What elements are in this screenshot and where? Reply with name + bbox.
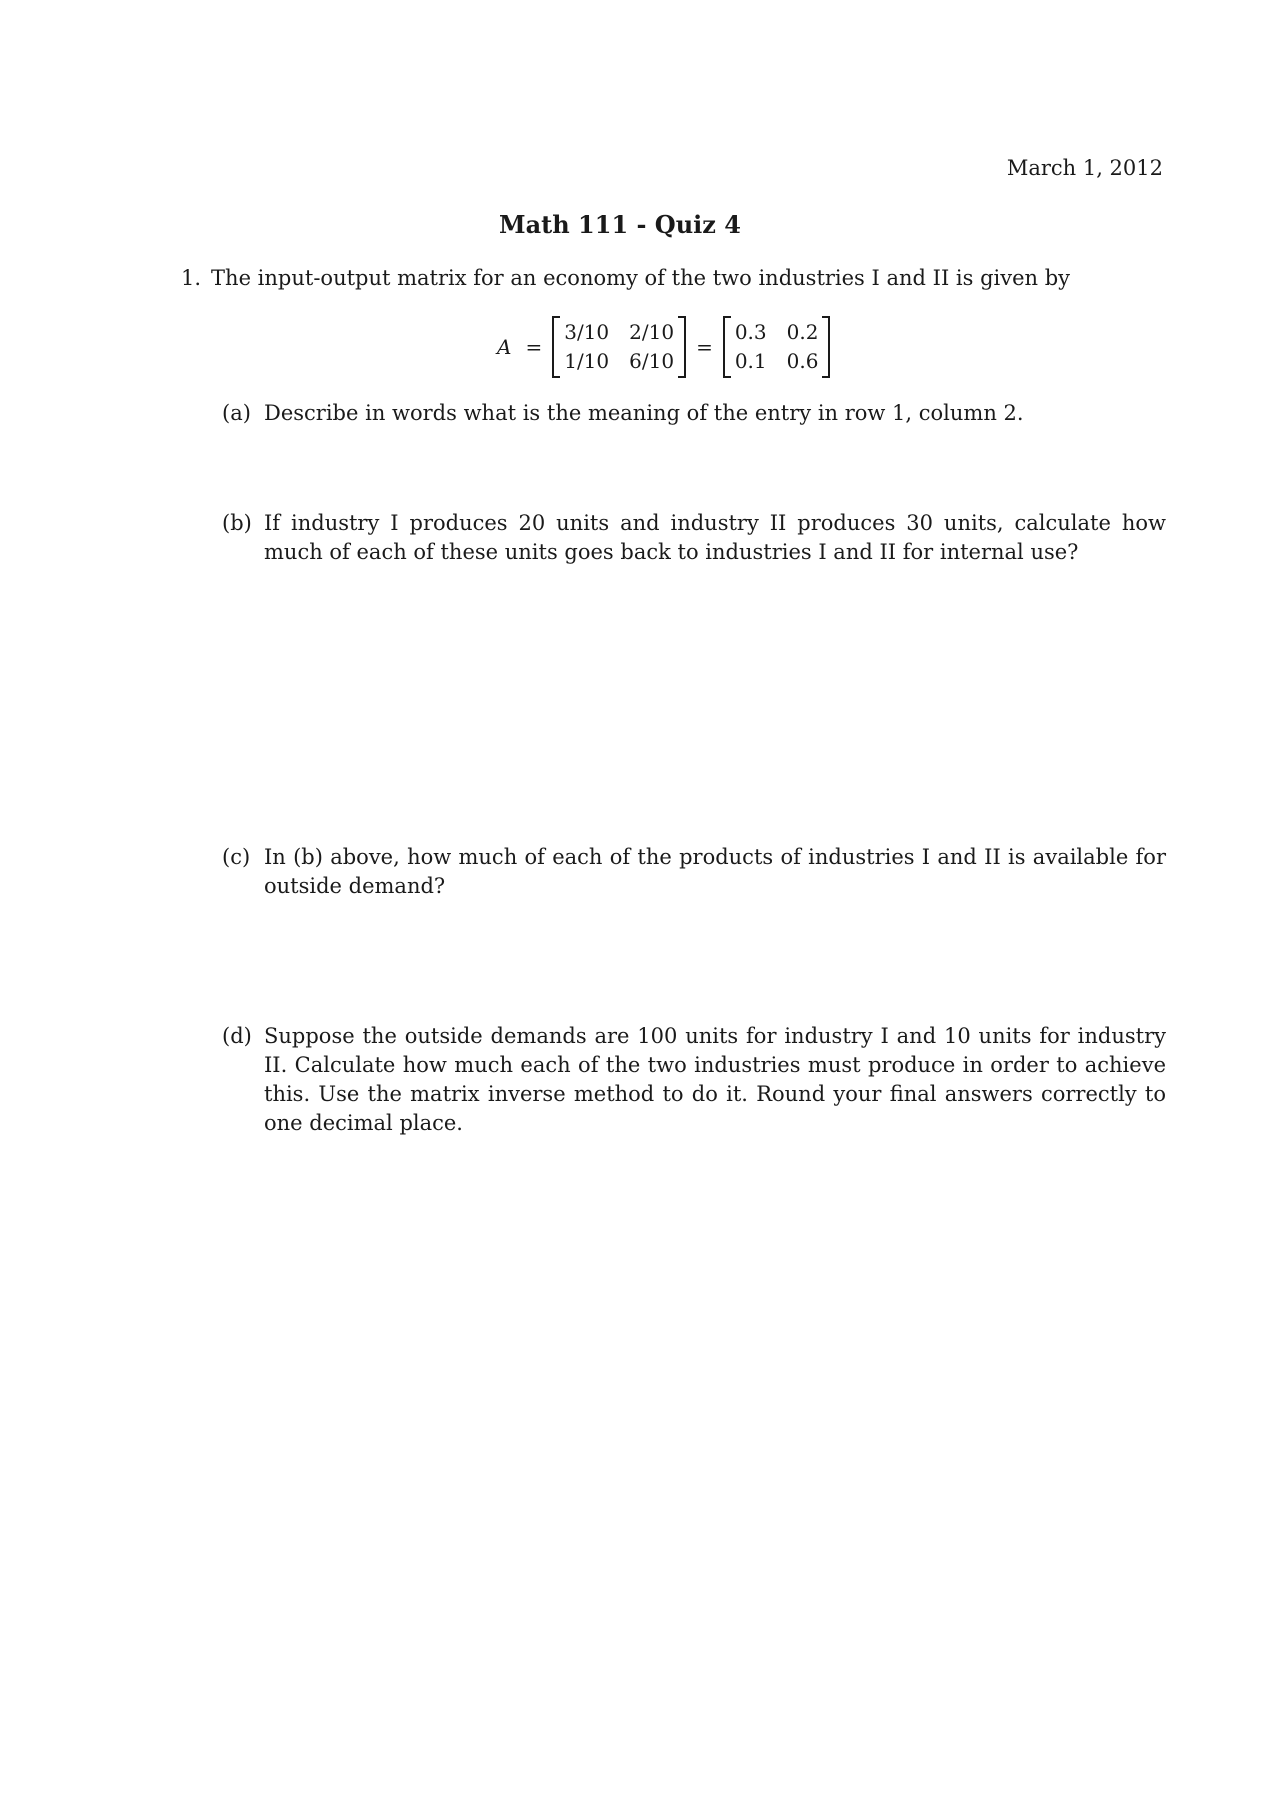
- equals-sign: =: [525, 335, 543, 359]
- matrix-entry: 2/10: [629, 320, 675, 344]
- part-label: (a): [222, 401, 251, 425]
- matrix-entry: 3/10: [564, 320, 610, 344]
- matrix-entry: 0.2: [786, 320, 819, 344]
- matrix-equation: [497, 316, 832, 378]
- matrix-entry: 0.6: [786, 349, 819, 373]
- part-text: Describe in words what is the meaning of the entry in row 1, column 2.: [264, 401, 1024, 425]
- page-title: Math 111 - Quiz 4: [499, 210, 741, 239]
- part-label: (c): [222, 845, 251, 869]
- question-part-c: [222, 843, 1166, 901]
- equals-sign: =: [696, 335, 713, 359]
- question-part-d: [222, 1022, 1166, 1138]
- matrix-entry: 0.3: [734, 320, 767, 344]
- part-label: (b): [222, 511, 252, 535]
- question-1-intro: [181, 266, 1070, 290]
- decimal-matrix: [721, 316, 833, 378]
- matrix-entry: 1/10: [564, 349, 610, 373]
- part-text: Suppose the outside demands are 100 units for industry I and 10 units for industry II. Calculate how much each of the two industries must produce in order to achieve this. Use the matrix inverse method to do it. Round your final answers correctly to one decimal place.: [264, 1024, 1166, 1135]
- matrix-entry: 0.1: [734, 349, 767, 373]
- fraction-matrix: [550, 316, 688, 378]
- part-text: In (b) above, how much of each of the products of industries I and II is available for outside demand?: [264, 845, 1166, 898]
- matrix-variable: A: [497, 335, 512, 359]
- question-part-b: [222, 509, 1166, 567]
- question-number: 1.: [181, 266, 202, 290]
- part-label: (d): [222, 1024, 252, 1048]
- question-intro-text: The input-output matrix for an economy of the two industries I and II is given by: [211, 266, 1071, 290]
- matrix-entry: 6/10: [629, 349, 675, 373]
- quiz-date: March 1, 2012: [1006, 156, 1163, 180]
- part-text: If industry I produces 20 units and industry II produces 30 units, calculate how much of each of these units goes back to industries I and II for internal use?: [264, 511, 1166, 564]
- question-part-a: [222, 399, 1166, 428]
